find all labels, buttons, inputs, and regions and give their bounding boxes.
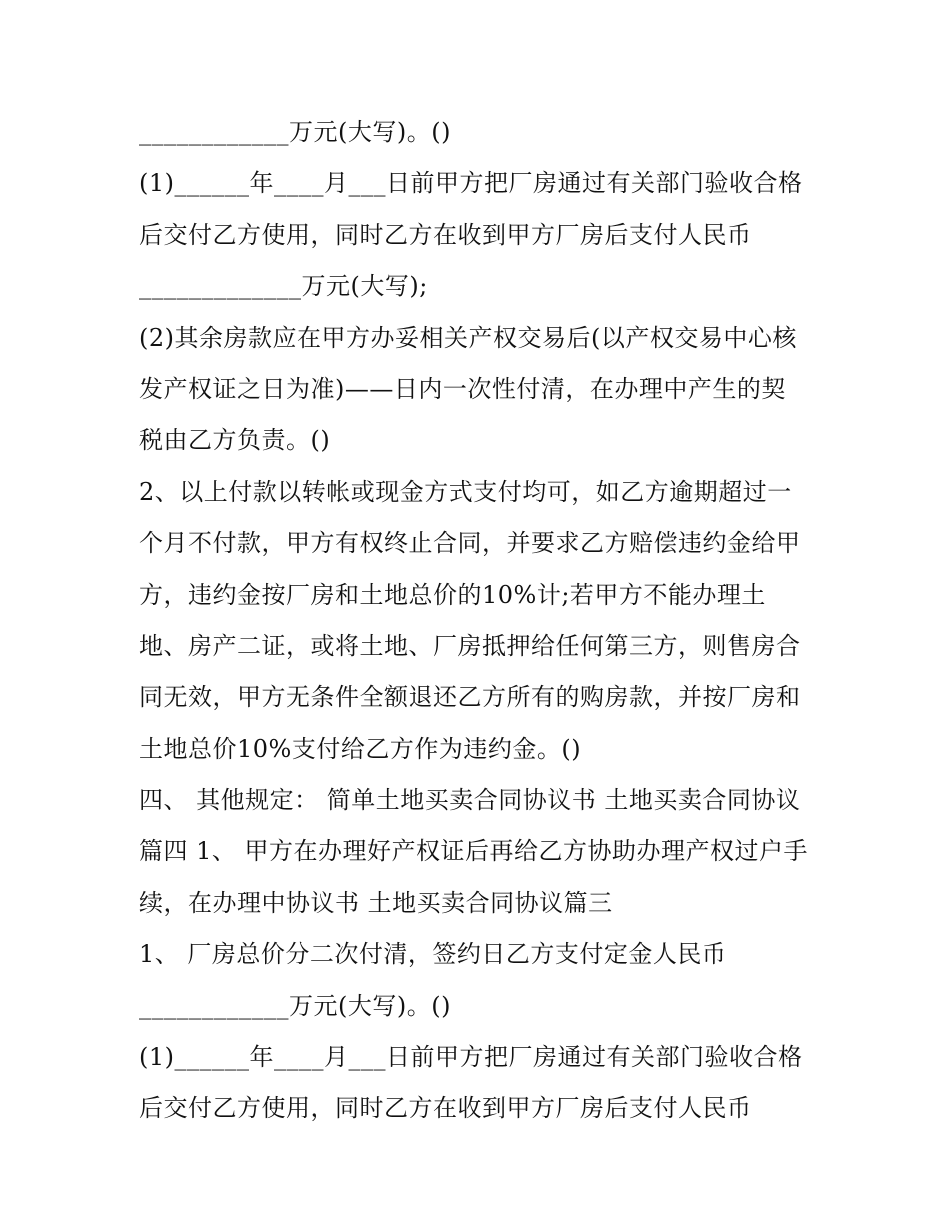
text-line: 后交付乙方使用，同时乙方在收到甲方厂房后支付人民币 [139,220,752,249]
text-line: 2、以上付款以转帐或现金方式支付均可，如乙方逾期超过一 [139,477,792,506]
text-line: 1、 厂房总价分二次付清，签约日乙方支付定金人民币 [139,940,727,969]
text-line: 个月不付款，甲方有权终止合同，并要求乙方赔偿违约金给甲 [139,529,801,558]
text-line: 土地总价10%支付给乙方作为违约金。() [139,734,582,763]
text-line: (2)其余房款应在甲方办妥相关产权交易后(以产权交易中心核 [139,323,797,352]
text-line: (1)______年____月___日前甲方把厂房通过有关部门验收合格 [139,1043,803,1072]
text-line: 地、房产二证，或将土地、厂房抵押给任何第三方，则售房合 [139,631,801,660]
contract-text [139,107,819,1135]
text-line: 发产权证之日为准)——日内一次性付清，在办理中产生的契 [139,374,786,403]
text-line: _____________万元(大写); [139,272,428,301]
text-line: 篇四 1、 甲方在办理好产权证后再给乙方协助办理产权过户手 [139,837,809,866]
text-line: 方，违约金按厂房和土地总价的10%计;若甲方不能办理土 [139,580,766,609]
text-line: 四、 其他规定： 简单土地买卖合同协议书 土地买卖合同协议 [139,786,801,815]
text-line: 后交付乙方使用，同时乙方在收到甲方厂房后支付人民币 [139,1094,752,1123]
text-line: 同无效，甲方无条件全额退还乙方所有的购房款，并按厂房和 [139,683,801,712]
text-line: 税由乙方负责。() [139,426,331,455]
text-line: ____________万元(大写)。() [139,991,451,1020]
text-line: 续，在办理中协议书 土地买卖合同协议篇三 [139,888,613,917]
text-line: ____________万元(大写)。() [139,118,451,146]
text-line: (1)______年____月___日前甲方把厂房通过有关部门验收合格 [139,169,803,198]
